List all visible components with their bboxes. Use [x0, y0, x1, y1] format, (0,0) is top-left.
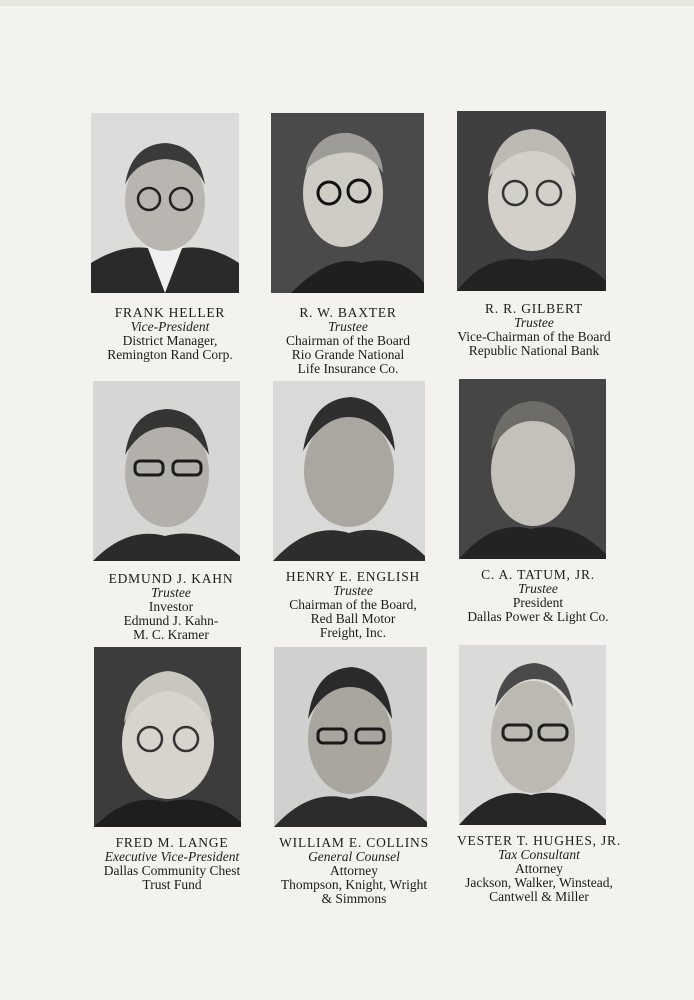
person-name: HENRY E. ENGLISH — [285, 569, 421, 584]
person-detail-line: Remington Rand Corp. — [107, 347, 233, 362]
person-role: Trustee — [514, 315, 554, 330]
person-detail-line: & Simmons — [321, 891, 387, 906]
person-detail-line: Attorney — [330, 863, 378, 878]
person-detail-line: Chairman of the Board — [285, 333, 411, 348]
person-detail-line: Red Ball Motor — [310, 611, 396, 626]
person-detail-line: Trust Fund — [142, 877, 202, 892]
portrait-photo — [459, 379, 606, 559]
person-name: FRANK HELLER — [114, 305, 226, 320]
person-name: WILLIAM E. COLLINS — [279, 835, 429, 850]
person-name: VESTER T. HUGHES, JR. — [456, 833, 622, 848]
person-detail-line: Dallas Community Chest — [103, 863, 241, 878]
person-role: Executive Vice-President — [104, 849, 240, 864]
person-detail-line: Thompson, Knight, Wright — [280, 877, 428, 892]
person-detail-line: Republic National Bank — [468, 343, 600, 358]
portrait-photo — [271, 113, 424, 293]
person-role: Trustee — [151, 585, 191, 600]
person-detail-line: Life Insurance Co. — [297, 361, 399, 376]
person-name: R. W. BAXTER — [299, 305, 397, 320]
portrait-photo — [91, 113, 239, 293]
page-top-edge — [0, 0, 694, 6]
person-role: Trustee — [328, 319, 368, 334]
person-detail-line: Investor — [148, 599, 194, 614]
person-caption — [424, 302, 644, 358]
person-detail-line: Cantwell & Miller — [489, 889, 589, 904]
portrait-photo — [274, 647, 427, 827]
person-role: Trustee — [333, 583, 373, 598]
person-detail-line: Chairman of the Board, — [289, 597, 417, 612]
person-detail-line: Attorney — [515, 861, 563, 876]
person-detail-line: Jackson, Walker, Winstead, — [465, 875, 613, 890]
person-name: FRED M. LANGE — [115, 835, 229, 850]
person-detail-line: M. C. Kramer — [133, 627, 209, 642]
person-detail-line: Freight, Inc. — [319, 625, 387, 640]
person-role: General Counsel — [308, 849, 400, 864]
person-caption — [429, 834, 649, 904]
person-role: Trustee — [518, 581, 558, 596]
person-detail-line: Edmund J. Kahn- — [123, 613, 219, 628]
person-name: C. A. TATUM, JR. — [481, 567, 595, 582]
portrait-photo — [273, 381, 425, 561]
person-detail-line: Dallas Power & Light Co. — [467, 609, 609, 624]
person-detail-line: District Manager, — [122, 333, 218, 348]
portrait-photo — [457, 111, 606, 291]
person-caption — [428, 568, 648, 624]
person-name: R. R. GILBERT — [484, 301, 584, 316]
person-role: Tax Consultant — [498, 847, 580, 862]
person-name: EDMUND J. KAHN — [108, 571, 234, 586]
person-role: Vice-President — [130, 319, 210, 334]
portrait-photo — [93, 381, 240, 561]
portrait-photo — [94, 647, 241, 827]
person-detail-line: Vice-Chairman of the Board — [457, 329, 611, 344]
person-detail-line: Rio Grande National — [291, 347, 405, 362]
portrait-photo — [459, 645, 606, 825]
person-detail-line: President — [512, 595, 564, 610]
